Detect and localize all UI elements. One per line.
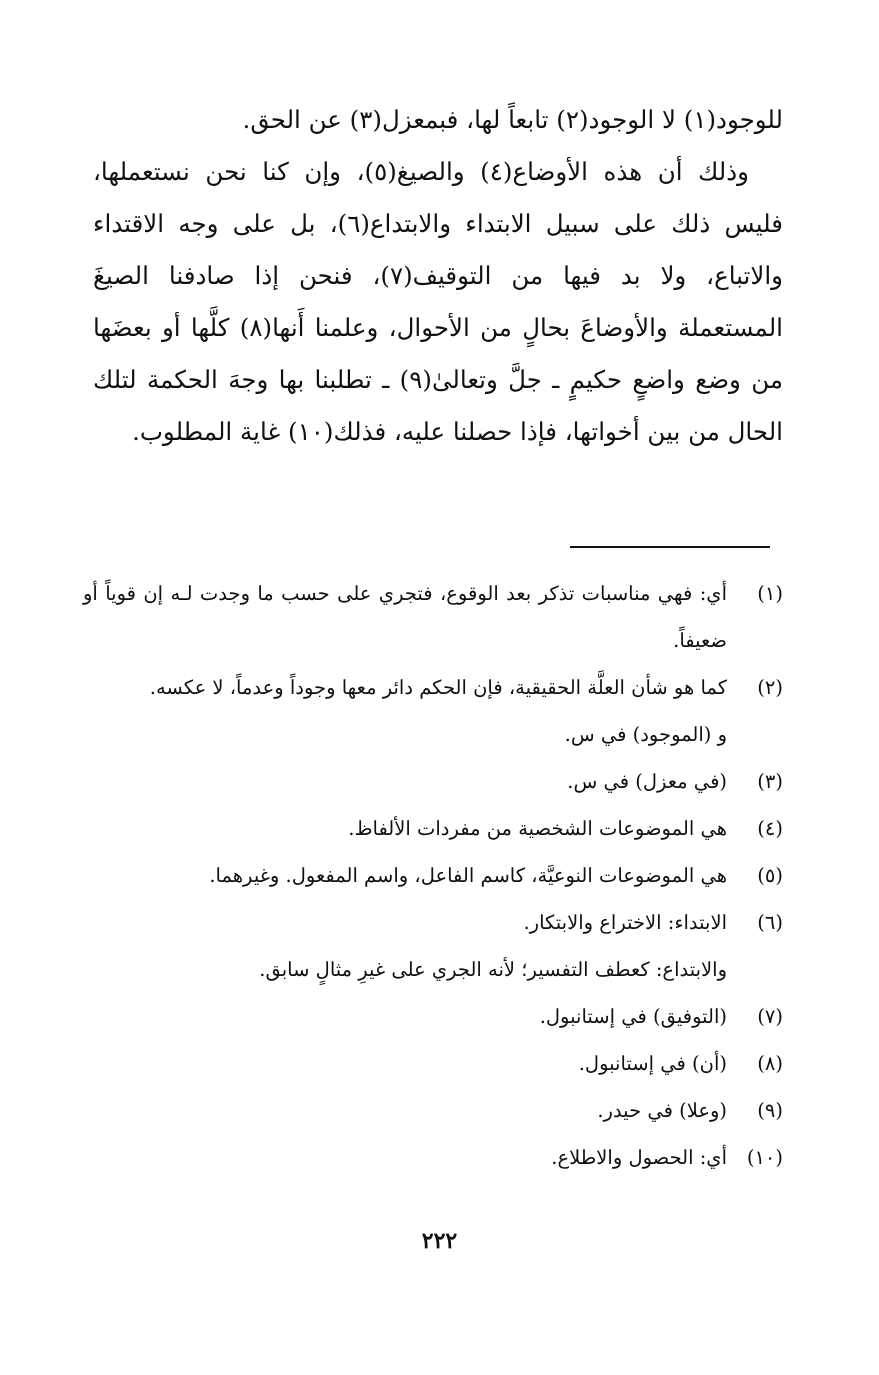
footnote-1	[83, 570, 783, 664]
footnote-number: (٨)	[757, 1052, 783, 1075]
footnote-6	[83, 899, 783, 946]
footnote-number: (٥)	[757, 864, 783, 887]
footnotes	[83, 570, 783, 1181]
footnote-5	[83, 852, 783, 899]
footnote-text: أي: فهي مناسبات تذكر بعد الوقوع، فتجري على حسب ما وجدت لـه إن قوياً أو ضعيفاً.	[83, 582, 727, 652]
footnote-number: (٦)	[757, 911, 783, 934]
footnote-number: (٩)	[757, 1099, 783, 1122]
footnote-3	[83, 758, 783, 805]
footnote-2	[83, 664, 783, 711]
footnote-text: و (الموجود) في س.	[564, 723, 727, 746]
footnote-text: هي الموضوعات النوعيَّة، كاسم الفاعل، واسم المفعول. وغيرهما.	[209, 864, 727, 887]
footnote-number: (٢)	[757, 676, 783, 699]
footnote-text: (التوفيق) في إستانبول.	[539, 1005, 727, 1028]
page-number: ٢٢٢	[421, 1228, 458, 1254]
footnote-6-continuation	[83, 946, 783, 993]
footnote-text: أي: الحصول والاطلاع.	[551, 1146, 727, 1169]
footnote-text: كما هو شأن العلَّة الحقيقية، فإن الحكم دائر معها وجوداً وعدماً، لا عكسه.	[149, 676, 727, 699]
footnote-number: (٧)	[757, 1005, 783, 1028]
footnote-text: (أن) في إستانبول.	[578, 1052, 727, 1075]
footnote-7	[83, 993, 783, 1040]
footnote-text: هي الموضوعات الشخصية من مفردات الألفاظ.	[348, 817, 727, 840]
main-paragraph-1: للوجود(١) لا الوجود(٢) تابعاً لها، فبمعزل(٣) عن الحق.	[242, 105, 783, 134]
footnote-text: (وعلا) في حيدر.	[597, 1099, 727, 1122]
footnote-9	[83, 1087, 783, 1134]
footnote-2-continuation	[83, 711, 783, 758]
footnote-8	[83, 1040, 783, 1087]
main-text	[93, 94, 783, 458]
footnote-10	[83, 1134, 783, 1181]
footnote-text: والابتداع: كعطف التفسير؛ لأنه الجري على غيرِ مثالٍ سابق.	[259, 958, 727, 981]
footnote-text: الابتداء: الاختراع والابتكار.	[523, 911, 727, 934]
footnote-number: (٣)	[757, 770, 783, 793]
footnote-number: (١)	[757, 582, 783, 605]
footnote-4	[83, 805, 783, 852]
main-paragraph-2: وذلك أن هذه الأوضاع(٤) والصيغ(٥)، وإن كنا نحن نستعملها، فليس ذلك على سبيل الابتداء والابتداع(٦)، بل على وجه الاقتداء والاتباع، ولا بد فيها من التوقيف(٧)، فنحن إذا صادفنا الصيغَ المستعملة والأوضاعَ بحالٍ من الأحوال، وعلمنا أَنها(٨) كلَّها أو بعضَها من وضع واضعٍ حكيمٍ ـ جلَّ وتعالىٰ(٩) ـ تطلبنا بها وجهَ الحكمة لتلك الحال من بين أخواتها، فإذا حصلنا عليه، فذلك(١٠) غاية المطلوب.	[93, 157, 783, 446]
footnote-text: (في معزل) في س.	[567, 770, 727, 793]
footnote-separator	[570, 546, 770, 548]
footnote-number: (١٠)	[746, 1146, 783, 1169]
footnote-number: (٤)	[757, 817, 783, 840]
